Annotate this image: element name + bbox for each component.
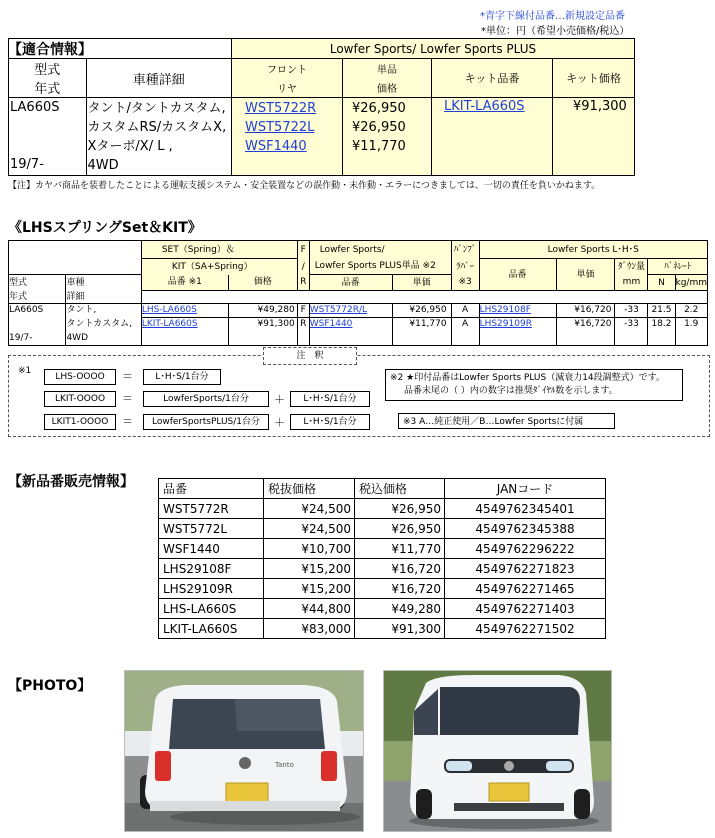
note2-line: 品番末尾の（ ）内の数字は推奨ﾀﾞｲﾔﾙ数を示します。 bbox=[404, 386, 618, 396]
lhs-car: タント, bbox=[66, 303, 141, 317]
detail-line: Xターボ/X/ L , bbox=[87, 139, 173, 154]
kg-value: 1.9 bbox=[675, 317, 708, 345]
table-row bbox=[159, 499, 606, 519]
fr-mark: F bbox=[297, 303, 309, 317]
plus-sign: ＋ bbox=[274, 416, 285, 429]
h-year: 年式 bbox=[9, 291, 66, 304]
h-down: ﾀﾞｳﾝ量 bbox=[615, 259, 648, 275]
fitment-year: 19/7- bbox=[10, 157, 44, 172]
note-value-box: L･H･S/1台分 bbox=[143, 369, 221, 385]
col-kit: キット品番 bbox=[432, 59, 553, 98]
h-r: R bbox=[297, 275, 309, 291]
new-items-table bbox=[158, 478, 606, 639]
equals-sign: ＝ bbox=[122, 370, 133, 383]
h-price1: 価格 bbox=[228, 275, 297, 291]
cell-code: WSF1440 bbox=[159, 539, 264, 559]
cell-code: LHS-LA660S bbox=[159, 599, 264, 619]
part-price: ¥11,770 bbox=[352, 139, 406, 154]
h-lfs: Lowfer Sports/ bbox=[309, 241, 451, 259]
col-kit-price: キット価格 bbox=[553, 59, 635, 98]
lfs-price: ¥26,950 bbox=[392, 303, 451, 317]
col-price: 価格 bbox=[343, 78, 432, 98]
h-bump: ﾊﾞﾝﾌﾟ bbox=[451, 241, 479, 259]
cell-net: ¥24,500 bbox=[264, 519, 355, 539]
cell-net: ¥24,500 bbox=[264, 499, 355, 519]
cell-jan: 4549762271823 bbox=[445, 559, 606, 579]
h-rubber: ﾗﾊﾞｰ bbox=[451, 259, 479, 275]
cell-code: LKIT-LA660S bbox=[159, 619, 264, 639]
detail-line: カスタムRS/カスタムX, bbox=[87, 120, 227, 135]
lhs-table bbox=[8, 240, 708, 346]
table-row bbox=[159, 539, 606, 559]
part-price: ¥26,950 bbox=[352, 120, 406, 135]
cell-gross: ¥26,950 bbox=[355, 499, 445, 519]
cell-gross: ¥26,950 bbox=[355, 519, 445, 539]
cell-gross: ¥16,720 bbox=[355, 579, 445, 599]
part-price: ¥26,950 bbox=[352, 101, 406, 116]
cell-code: WST5772R bbox=[159, 499, 264, 519]
car-front-photo bbox=[383, 670, 612, 832]
table-row bbox=[159, 519, 606, 539]
down-value: -33 bbox=[615, 317, 648, 345]
lfs-link[interactable]: WSF1440 bbox=[309, 318, 353, 329]
part-link[interactable]: WSF1440 bbox=[245, 139, 307, 154]
h-model: 型式 bbox=[9, 275, 66, 291]
lhs-year: 19/7- bbox=[9, 331, 66, 345]
n-value: 18.2 bbox=[648, 317, 675, 345]
note3-text: ※3 A…純正使用／B…Lowfer Sportsに付属 bbox=[398, 413, 615, 429]
note-code-box: LKIT1-OOOO bbox=[44, 414, 116, 430]
col-model: 型式 bbox=[9, 59, 87, 79]
h-n: N bbox=[648, 275, 675, 291]
col-year: 年式 bbox=[9, 78, 87, 98]
cell-code: LHS29108F bbox=[159, 559, 264, 579]
h-price2: 単価 bbox=[392, 275, 451, 291]
part-link[interactable]: WST5722R bbox=[245, 101, 317, 116]
lhs-car: 4WD bbox=[66, 331, 141, 345]
note-code-box: LHS-OOOO bbox=[44, 369, 116, 385]
set-price: ¥91,300 bbox=[228, 317, 297, 345]
lhs-model: LA660S bbox=[9, 303, 66, 317]
table-row bbox=[159, 599, 606, 619]
detail-line: 4WD bbox=[87, 158, 119, 173]
col-detail: 車種詳細 bbox=[86, 59, 232, 98]
lhs-price: ¥16,720 bbox=[556, 303, 615, 317]
col-front: フロント bbox=[232, 59, 343, 79]
fr-mark: R bbox=[297, 317, 309, 345]
car-rear-photo bbox=[124, 670, 364, 832]
equals-sign: ＝ bbox=[122, 415, 133, 428]
cell-jan: 4549762271403 bbox=[445, 599, 606, 619]
h-lfs-plus: Lowfer Sports PLUS単品 ※2 bbox=[309, 259, 451, 275]
cell-net: ¥15,200 bbox=[264, 579, 355, 599]
fitment-table bbox=[8, 38, 635, 176]
lhs-title: 《LHSスプリングSet＆KIT》 bbox=[8, 220, 202, 236]
cell-jan: 4549762296222 bbox=[445, 539, 606, 559]
cell-code: LHS29109R bbox=[159, 579, 264, 599]
col-header: 品番 bbox=[159, 479, 264, 499]
fitment-details bbox=[86, 98, 232, 176]
col-header: JANコード bbox=[445, 479, 606, 499]
col-header: 税込価格 bbox=[355, 479, 445, 499]
h-note3: ※3 bbox=[451, 275, 479, 291]
car-rear-illustration bbox=[125, 671, 363, 831]
cell-gross: ¥16,720 bbox=[355, 559, 445, 579]
note-value-box: LowferSportsPLUS/1台分 bbox=[143, 414, 269, 430]
new-part-note: *青字下線付品番…新規設定品番 bbox=[480, 11, 625, 22]
h-code2: 品番 bbox=[309, 275, 392, 291]
cell-gross: ¥49,280 bbox=[355, 599, 445, 619]
photo-title: 【PHOTO】 bbox=[8, 678, 92, 694]
plus-sign: ＋ bbox=[274, 393, 285, 406]
bump-mark: A bbox=[451, 303, 479, 317]
note2-line: ※2 ★印付品番はLowfer Sports PLUS（減衰力14段調整式）です。 bbox=[390, 373, 665, 383]
lfs-price: ¥11,770 bbox=[392, 317, 451, 345]
cell-jan: 4549762345388 bbox=[445, 519, 606, 539]
cell-jan: 4549762345401 bbox=[445, 499, 606, 519]
disclaimer: 【注】カヤバ商品を装着したことによる運転支援システム・安全装置などの誤作動・未作動・エラーにつきましては、一切の責任を負いかねます。 bbox=[8, 181, 601, 191]
note-value-box: L･H･S/1台分 bbox=[290, 414, 370, 430]
lhs-link[interactable]: LHS29108F bbox=[479, 305, 531, 315]
cell-jan: 4549762271502 bbox=[445, 619, 606, 639]
fitment-model: LA660S bbox=[10, 100, 60, 115]
equals-sign: ＝ bbox=[122, 392, 133, 405]
unit-note: *単位：円（希望小売価格/税込） bbox=[481, 26, 630, 37]
cell-net: ¥44,800 bbox=[264, 599, 355, 619]
col-rear: リヤ bbox=[232, 78, 343, 98]
lfs-link[interactable]: WST5772R/L bbox=[309, 305, 368, 315]
down-value: -33 bbox=[615, 303, 648, 317]
cell-net: ¥10,700 bbox=[264, 539, 355, 559]
h-slash: / bbox=[297, 259, 309, 275]
table-row bbox=[159, 619, 606, 639]
lhs-price: ¥16,720 bbox=[556, 317, 615, 345]
cell-net: ¥15,200 bbox=[264, 559, 355, 579]
h-price3: 単価 bbox=[556, 259, 615, 291]
h-spring: ﾊﾞﾈﾚｰﾄ bbox=[648, 259, 708, 275]
col-unit: 単品 bbox=[343, 59, 432, 79]
new-items-title: 【新品番販売情報】 bbox=[8, 474, 134, 490]
bump-mark: A bbox=[451, 317, 479, 345]
note-value-box: L･H･S/1台分 bbox=[290, 391, 370, 407]
h-detail: 詳細 bbox=[66, 291, 141, 304]
kit-price: ¥91,300 bbox=[553, 98, 635, 176]
set-price: ¥49,280 bbox=[228, 303, 297, 317]
cell-gross: ¥91,300 bbox=[355, 619, 445, 639]
car-front-illustration bbox=[384, 671, 611, 831]
h-kit: KIT（SA+Spring） bbox=[141, 259, 297, 275]
detail-line: タント/タントカスタム, bbox=[87, 101, 226, 116]
note2-text bbox=[385, 369, 683, 401]
h-car: 車種 bbox=[66, 275, 141, 291]
kg-value: 2.2 bbox=[675, 303, 708, 317]
table-row bbox=[159, 579, 606, 599]
part-link[interactable]: WST5722L bbox=[245, 120, 315, 135]
note-code-box: LKIT-OOOO bbox=[44, 391, 116, 407]
h-kg: kg/mm bbox=[675, 275, 708, 291]
lhs-car: タントカスタム, bbox=[66, 317, 141, 331]
h-f: F bbox=[297, 241, 309, 259]
h-down-unit: mm bbox=[615, 275, 648, 291]
tanto-badge: Tanto bbox=[275, 761, 294, 769]
set-link[interactable]: LHS-LA660S bbox=[141, 305, 197, 315]
h-code3: 品番 bbox=[479, 259, 556, 291]
cell-gross: ¥11,770 bbox=[355, 539, 445, 559]
col-header: 税抜価格 bbox=[264, 479, 355, 499]
fitment-title: 【適合情報】 bbox=[8, 42, 92, 58]
note1-mark: ※1 bbox=[18, 366, 32, 376]
notes-title: 注 釈 bbox=[263, 347, 357, 365]
kit-link[interactable]: LKIT-LA660S bbox=[444, 99, 525, 114]
h-lhs: Lowfer Sports L･H･S bbox=[479, 241, 707, 259]
set-link[interactable]: LKIT-LA660S bbox=[141, 318, 198, 329]
cell-net: ¥83,000 bbox=[264, 619, 355, 639]
brand-header: Lowfer Sports/ Lowfer Sports PLUS bbox=[232, 39, 635, 59]
n-value: 21.5 bbox=[648, 303, 675, 317]
cell-code: WST5772L bbox=[159, 519, 264, 539]
note-value-box: LowferSports/1台分 bbox=[143, 391, 269, 407]
h-set: SET（Spring）＆ bbox=[141, 241, 297, 259]
h-code1: 品番 ※1 bbox=[141, 275, 228, 291]
table-row bbox=[159, 559, 606, 579]
cell-jan: 4549762271465 bbox=[445, 579, 606, 599]
lhs-link[interactable]: LHS29109R bbox=[479, 318, 532, 329]
